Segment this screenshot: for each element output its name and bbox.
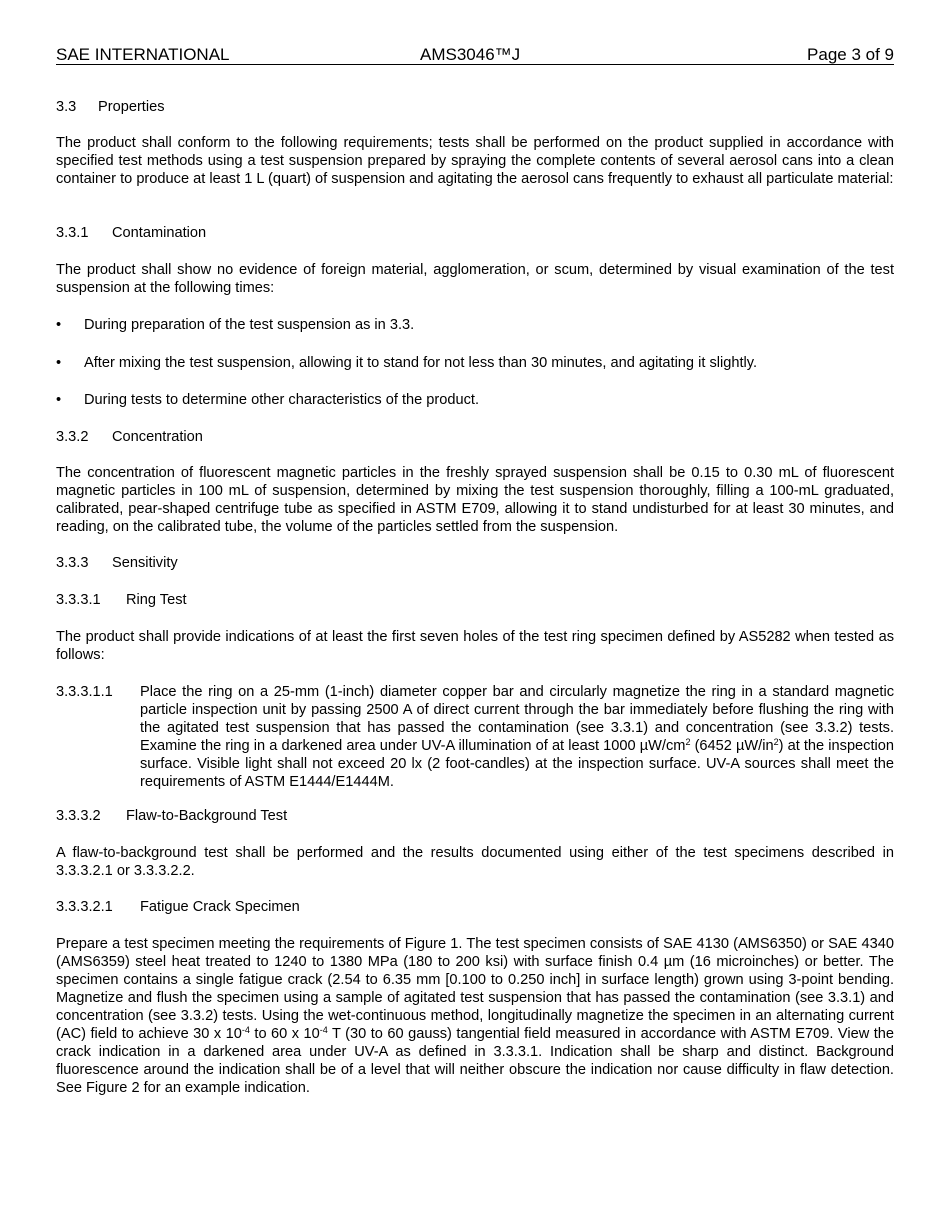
section-title: Contamination xyxy=(112,225,207,241)
superscript: -4 xyxy=(241,1025,250,1035)
superscript: -4 xyxy=(319,1025,328,1035)
section-number: 3.3.1 xyxy=(56,225,89,241)
text-part: ) at the inspection surface. Visible light shall not exceed 20 lx (2 foot-candles) at the inspection surface. UV-A sources shall meet the requirements of ASTM E1444/E1444M. xyxy=(140,738,894,790)
section-title: Flaw-to-Background Test xyxy=(126,808,288,824)
section-number: 3.3.3.2.1 xyxy=(56,899,113,915)
heading-3-3-3-1 xyxy=(56,591,894,609)
section-title: Fatigue Crack Specimen xyxy=(140,899,300,915)
section-title: Ring Test xyxy=(126,592,187,608)
list-item-text: During tests to determine other characteristics of the product. xyxy=(84,392,480,408)
bullet-glyph: • xyxy=(56,355,62,371)
heading-3-3-1 xyxy=(56,224,894,242)
heading-3-3-3-2 xyxy=(56,807,894,825)
text-part: (6452 µW/in xyxy=(690,738,774,754)
paragraph-3-3-1: The product shall show no evidence of foreign material, agglomeration, or scum, determined by visual examination of the test suspension at the following times: xyxy=(56,262,894,296)
section-number: 3.3 xyxy=(56,99,77,115)
heading-3-3-2 xyxy=(56,428,894,446)
heading-3-3-3 xyxy=(56,554,894,572)
section-number: 3.3.3 xyxy=(56,555,89,571)
section-title: Concentration xyxy=(112,429,203,445)
header-org: SAE INTERNATIONAL xyxy=(56,45,230,64)
paragraph-3-3-3-1: The product shall provide indications of at least the first seven holes of the test ring specimen defined by AS5282 when tested as follows: xyxy=(56,629,894,663)
header-doc-id: AMS3046™J xyxy=(420,45,521,64)
text-part: Place the ring on a 25-mm (1-inch) diameter copper bar and circularly magnetize the ring in a standard magnetic particle inspection unit by passing 2500 A of direct current through the bar immediately before flushing the ring with the agitated test suspension that has passed the contamination (see 3.3.1) and concentration (see 3.3.2) tests. Examine the ring in a darkened area under UV-A illumination of at least 1000 µW/cm xyxy=(140,684,894,754)
section-number: 3.3.3.2 xyxy=(56,808,101,824)
paragraph-3-3-2: The concentration of fluorescent magnetic particles in the freshly sprayed suspension shall be 0.15 to 0.30 mL of fluorescent magnetic particles in 100 mL of suspension, determined by mixing the test suspension thoroughly, filling a 100-mL graduated, calibrated, pear-shaped centrifuge tube as specified in ASTM E709, allowing it to stand undisturbed for at least 30 minutes, and reading, on the calibrated tube, the volume of the particles settled from the suspension. xyxy=(56,465,894,535)
heading-3-3-3-2-1 xyxy=(56,898,894,916)
list-item-text: After mixing the test suspension, allowing it to stand for not less than 30 minutes, and agitating it slightly. xyxy=(84,355,758,371)
bullet-glyph: • xyxy=(56,392,62,408)
section-title: Sensitivity xyxy=(112,555,178,571)
superscript: 2 xyxy=(773,737,779,747)
heading-3-3 xyxy=(56,98,894,116)
header-page-number: Page 3 of 9 xyxy=(807,45,894,64)
paragraph-3-3-3-2-1 xyxy=(56,935,894,1097)
text-part: T (30 to 60 gauss) tangential field measured in accordance with ASTM E709. View the crack indication in a darkened area under UV-A as defined in 3.3.3.1. Indication shall be sharp and distinct. Background fluorescence around the indication shall be of a level that will neither obscure the indication nor cause difficulty in flaw detection. See Figure 2 for an example indication. xyxy=(56,1026,895,1096)
superscript: 2 xyxy=(685,737,691,747)
page-header xyxy=(56,45,894,65)
list-item-text: During preparation of the test suspension as in 3.3. xyxy=(84,317,415,333)
paragraph-3-3: The product shall conform to the following requirements; tests shall be performed on the product supplied in accordance with specified test methods using a test suspension prepared by spraying the complete contents of several aerosol cans into a clean container to produce at least 1 L (quart) of suspension and agitating the aerosol cans frequently to exhaust all particulate material: xyxy=(56,135,894,187)
section-number: 3.3.3.1 xyxy=(56,592,101,608)
subsection-number-3-3-3-1-1: 3.3.3.1.1 xyxy=(56,684,113,700)
paragraph-3-3-3-2: A flaw-to-background test shall be performed and the results documented using either of the test specimens described in 3.3.3.2.1 or 3.3.3.2.2. xyxy=(56,845,894,879)
text-part: to 60 x 10 xyxy=(249,1026,320,1042)
paragraph-3-3-3-1-1 xyxy=(140,683,894,791)
section-title: Properties xyxy=(98,99,165,115)
bullet-glyph: • xyxy=(56,317,62,333)
section-number: 3.3.2 xyxy=(56,429,89,445)
text-part: Prepare a test specimen meeting the requirements of Figure 1. The test specimen consists of SAE 4130 (AMS6350) or SAE 4340 (AMS6359) steel heat treated to 1240 to 1380 MPa (180 to 200 ksi) with surface finish 0.4 µm (16 microinches) or better. The specimen contains a single fatigue crack (2.54 to 6.35 mm [0.100 to 0.250 inch] in surface length) grown using 3-point bending. Magnetize and flush the specimen using a sample of agitated test suspension that has passed the contamination (see 3.3.1) and concentration (see 3.3.2) tests. Using the wet-continuous method, longitudinally magnetize the specimen in an alternating current (AC) field to achieve 30 x 10 xyxy=(56,936,894,1042)
